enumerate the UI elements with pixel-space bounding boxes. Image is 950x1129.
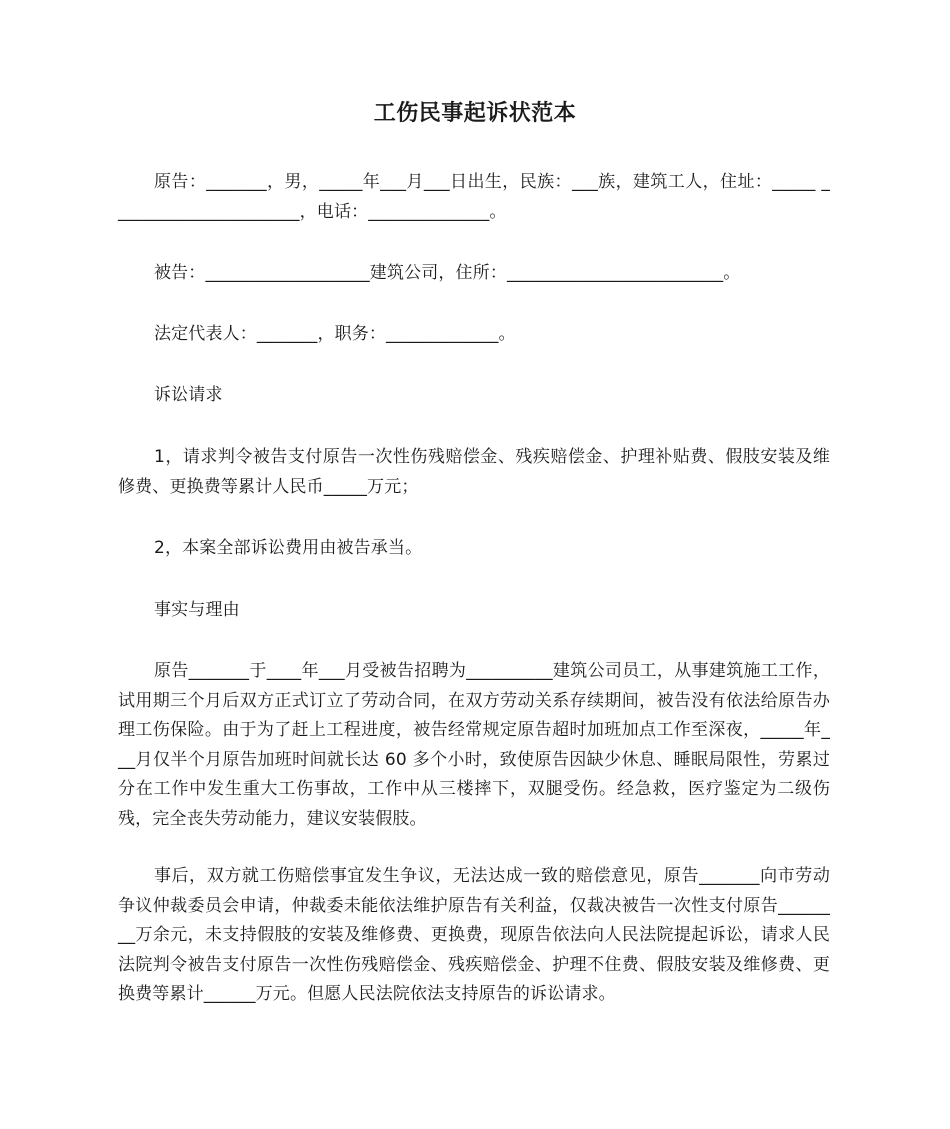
defendant-paragraph: 被告：___________________建筑公司，住所：_________________________。: [154, 263, 741, 283]
facts-paragraph-1: 原告_______于____年___月受被告招聘为__________建筑公司员工，从事建筑施工工作，试用期三个月后双方正式订立了劳动合同，在双方劳动关系存续期间，被告没有依法给原告办理工伤保险。由于为了赶上工程进度，被告经常规定原告超时加班加点工作至深夜，_____年___月仅半个月原告加班时间就长达 60 多个小时，致使原告因缺少休息、睡眠局限性，劳累过分在工作中发生重大工伤事故，工作中从三楼摔下，双腿受伤。经急救，医疗鉴定为二级伤残，完全丧失劳动能力，建议安装假肢。: [118, 661, 830, 829]
facts-heading: 事实与理由: [154, 600, 240, 620]
facts-paragraph-2: 事后，双方就工伤赔偿事宜发生争议，无法达成一致的赔偿意见，原告_______向市劳动争议仲裁委员会申请，仲裁委未能依法维护原告有关利益，仅裁决被告一次性支付原告________万余元，未支持假肢的安装及维修费、更换费，现原告依法向人民法院提起诉讼，请求人民法院判令被告支付原告一次性伤残赔偿金、残疾赔偿金、护理不住费、假肢安装及维修费、更换费等累计______万元。但愿人民法院依法支持原告的诉讼请求。: [118, 866, 830, 1004]
claim-1-paragraph: 1，请求判令被告支付原告一次性伤残赔偿金、残疾赔偿金、护理补贴费、假肢安装及维修费、更换费等累计人民币_____万元；: [118, 447, 830, 497]
claim-2-paragraph: 2，本案全部诉讼费用由被告承当。: [154, 538, 423, 558]
document-title: 工伤民事起诉状范本: [373, 101, 577, 126]
claims-heading: 诉讼请求: [154, 385, 223, 405]
legal-representative-paragraph: 法定代表人：_______，职务：_____________。: [154, 324, 516, 344]
plaintiff-paragraph: 原告：_______，男，_____年___月___日出生，民族：___族，建筑工人，住址：_____ ______________________，电话：______________。: [118, 172, 830, 222]
